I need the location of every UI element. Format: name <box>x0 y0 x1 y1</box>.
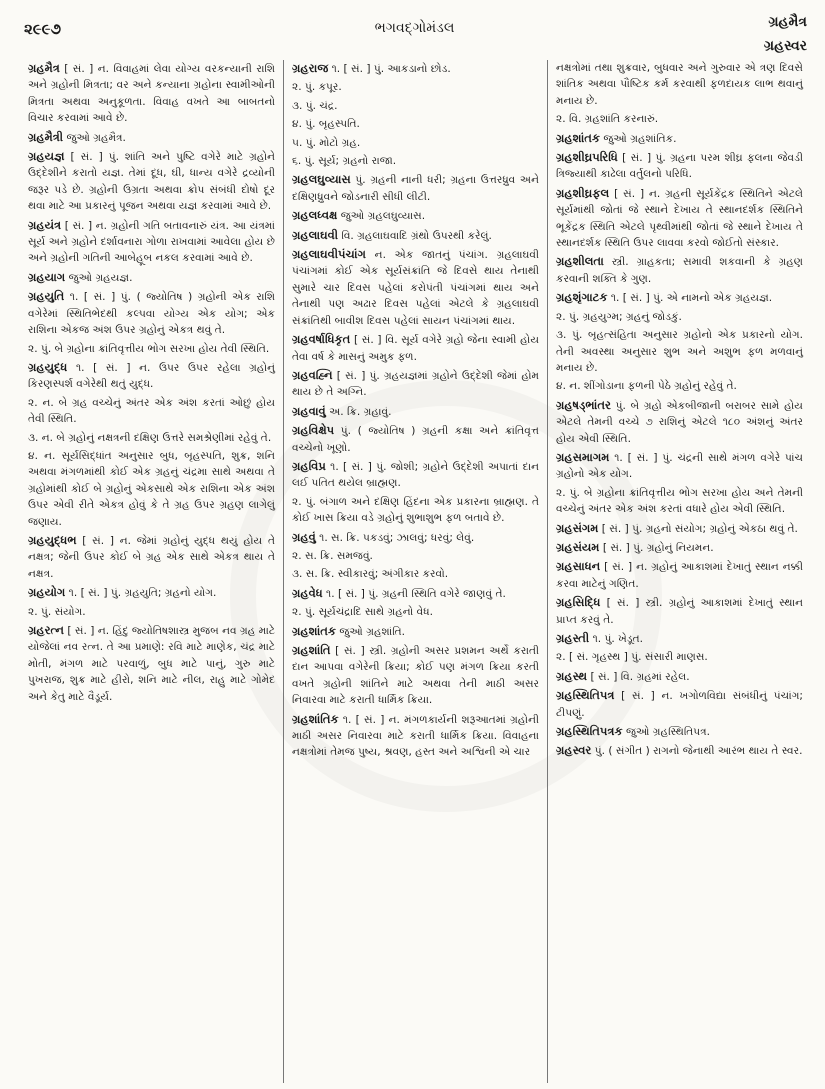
dictionary-entry <box>556 449 803 483</box>
dictionary-entry <box>28 288 275 338</box>
headword: ગ્રહવહ્નિ <box>292 367 333 382</box>
headword: ગ્રહયોગ <box>28 585 66 600</box>
headword: ગ્રહયુદ્ધ <box>28 359 68 374</box>
dictionary-entry <box>28 359 275 393</box>
dictionary-entry <box>292 367 539 401</box>
definition: જુઓ ગ્રહમૈત્ર. <box>66 131 126 144</box>
dictionary-entry <box>556 309 803 325</box>
dictionary-entry <box>28 217 275 267</box>
dictionary-entry <box>292 116 539 132</box>
definition: ૧. સ. ક્રિ. પકડવું; ઝાલવું; ધરવું; લેવું. <box>319 531 475 544</box>
definition: ૨. વિ. ગ્રહશાંતિ કરનારું. <box>556 113 659 126</box>
dictionary-entry <box>292 458 539 492</box>
dictionary-entry <box>28 448 275 530</box>
definition: નક્ષત્રોમાં તથા શુક્રવાર, બુધવાર અને ગુરુવાર એ ત્રણ દિવસે શાંતિક અથવા પૌષ્ટિક કર્મ કરવાથી ફળદાયક લાભ થવાનું મનાય છે. <box>556 62 803 107</box>
definition: [ સં. ] ન. જેમાં ગ્રહોનું યુદ્ધ થયું હોય તે નક્ષત્ર; જેની ઉપર કોઈ બે ગ્રહ એક સાથે એકત્ર થાય તે નક્ષત્ર. <box>28 534 275 580</box>
dictionary-entry <box>556 185 803 252</box>
column-1 <box>20 60 283 1083</box>
headword: ગ્રહવર્ષાધિકૃત <box>292 332 351 347</box>
dictionary-entry <box>292 711 539 761</box>
definition: [ સં. ] વિ. ગ્રહમાં રહેલ. <box>590 670 690 683</box>
definition: અ. ક્રિ. ગ્રહાવું. <box>329 405 392 418</box>
dictionary-entry <box>292 494 539 527</box>
headword: ગ્રહયુતિ <box>28 289 65 304</box>
headword: ગ્રહશાંતક <box>556 130 600 145</box>
definition: ૨. પું. બંગાળ અને દક્ષિણ હિંદના એક પ્રકારના બ્રાહ્મણ. તે કોઈ ખાસ ક્રિયા વડે ગ્રહોનું શુભાશુભ ફળ બતાવે છે. <box>292 495 539 525</box>
definition: [ સં. ] વિ. સૂર્ય વગેરે ગ્રહો જેના સ્વામી હોય તેવા વર્ષ કે માસનું અમુક ફળ. <box>292 334 539 363</box>
definition: [ સં. ] પું. ગ્રહનો સંયોગ; ગ્રહોનું એકઠા થવું તે. <box>601 522 798 535</box>
headword: ગ્રહશાંતિક <box>292 711 339 726</box>
definition: ૨. પું. બે ગ્રહોના ક્રાંતિવૃત્તીય ભોગ સરખા હોય તેવી સ્થિતિ. <box>28 342 270 355</box>
dictionary-entry <box>28 604 275 620</box>
definition: ૧. [ સં. ] પું. આકડાનો છોડ. <box>331 63 451 75</box>
guide-word-last: ગ્રહસ્વર <box>763 38 807 54</box>
dictionary-entry <box>556 649 803 665</box>
dictionary-entry <box>292 529 539 546</box>
dictionary-entry <box>292 642 539 709</box>
headword: ગ્રહશાંતક <box>292 623 336 638</box>
dictionary-entry <box>28 622 275 705</box>
definition: ૨. [ સં. ગૃહસ્થ ] પું. સંસારી માણસ. <box>556 651 708 664</box>
definition: ૪. ન. સૂર્યસિદ્ધાંત અનુસાર બુધ, બૃહસ્પતિ, શુક્ર, શનિ અથવા મંગળમાંથી કોઈ એક ગ્રહનું ચંદ્રમા સાથે અથવા તે ગ્રહોમાંથી કોઈ બે ગ્રહોનું એકસાથે એક રાશિના એક અંશ ઉપર એવી રીતે એકત્ર હોવું કે તે ગ્રહ ઉપર ગ્રહણ લાગેલું જણાય. <box>28 449 275 528</box>
definition: ૧. [ સં. ] પું. ચંદ્રની સાથે મંગળ વગેરે પાંચ ગ્રહોનો એક યોગ. <box>556 451 804 481</box>
definition: પું. ( સંગીત ) રાગનો જેનાથી આરંભ થાય તે સ્વર. <box>594 745 803 758</box>
headword: ગ્રહસિદ્ધિ <box>556 595 601 610</box>
definition: જુઓ ગ્રહશાંતિક. <box>603 132 677 145</box>
dictionary-entry <box>292 566 539 582</box>
dictionary-entry <box>292 207 539 224</box>
dictionary-entry <box>292 153 539 169</box>
dictionary-entry <box>292 135 539 151</box>
definition: ૬. પું. સૂર્ય; ગ્રહનો રાજા. <box>292 155 397 168</box>
dictionary-entry <box>28 532 275 582</box>
dictionary-entry <box>292 227 539 244</box>
definition: ૨. પું. બે ગ્રહોના ક્રાંતિવૃત્તીય ભોગ સરખા હોય અને તેમની વચ્ચેનું અંતર એક અંશ કરતાં વધારે હોય એવી સ્થિતિ. <box>556 486 803 516</box>
dictionary-entry <box>292 548 539 564</box>
dictionary-entry <box>556 253 803 287</box>
definition: [ સં. ] સ્ત્રી. ગ્રહોની અસર પ્રશમન અર્થે કરાતી દાન આપવા વગેરેની ક્રિયા; કોઈ પણ મંગળ ક્રિયા કરતી વખતે ગ્રહોની શાંતિને માટે અથવા તેની માઠી અસર નિવારવા માટે કરાતી ધાર્મિક ક્રિયા. <box>292 645 539 707</box>
dictionary-entry <box>556 594 803 628</box>
definition: વિ. ગ્રહલાઘવાદિ ગ્રંથો ઉપરથી કરેલું. <box>341 229 492 242</box>
headword: ગ્રહશીઘ્રફલ <box>556 185 610 200</box>
definition: [ સં. ] ન. ખગોળવિદ્યા સંબંધીનું પંચાંગ; ટીપણું. <box>556 690 803 719</box>
definition: ૨. ન. બે ગ્રહ વચ્ચેનું અંતર એક અંશ કરતાં ઓછું હોય તેવી સ્થિતિ. <box>28 396 275 426</box>
headword: ગ્રહસ્થ <box>556 668 588 683</box>
definition: ૧. [ સં. ] ન. મંગળકાર્યની શરૂઆતમાં ગ્રહોની માઠી અસર નિવારવા માટે કરાતી ધાર્મિક ક્રિયા. વિવાહના નક્ષત્રોમાં તેમજ પુષ્ય, શ્રવણ, હસ્ત અને અશ્વિની એ ચાર <box>292 713 539 759</box>
headword: ગ્રહયુદ્ધભ <box>28 532 77 547</box>
dictionary-entry <box>292 98 539 114</box>
dictionary-entry <box>28 430 275 446</box>
headword: ગ્રહસંગમ <box>556 520 599 535</box>
headword: ગ્રહલઘુવ્યાસ <box>292 172 351 187</box>
definition: ૩. પું. ચંદ્ર. <box>292 99 338 112</box>
headword: ગ્રહશાંતિ <box>292 643 331 657</box>
definition: ૨. પું. સૂર્યચંદ્રાદિ સાથે ગ્રહનો વેધ. <box>292 606 434 619</box>
dictionary-entry <box>292 171 539 205</box>
headword: ગ્રહસ્થિતિપત્રક <box>556 724 623 739</box>
definition: ૪. ન. શીંગોડાના ફળની પેઠે ગ્રહોનું રહેવું તે. <box>556 380 737 393</box>
dictionary-entry <box>292 60 539 77</box>
definition: જુઓ ગ્રહયજ્ઞ. <box>68 271 133 284</box>
dictionary-entry <box>556 111 803 127</box>
dictionary-entry <box>28 584 275 601</box>
dictionary-entry <box>292 585 539 602</box>
headword: ગ્રહસ્તી <box>556 631 590 645</box>
dictionary-entry <box>292 604 539 620</box>
headword: ગ્રહશીઘ્રપરિધિ <box>556 150 618 165</box>
headword: ગ્રહવું <box>292 529 316 544</box>
dictionary-entry <box>556 289 803 306</box>
dictionary-entry <box>292 331 539 365</box>
headword: ગ્રહલધ્વક્ષ <box>292 208 338 223</box>
dictionary-entry <box>28 129 275 146</box>
definition: [ સં. ] ન. ગ્રહની સૂર્યકેંદ્રક સ્થિતિને એટલે સૂર્યમાંથી જોતાં જે સ્થાને દેખાય તે સ્થાનદર્શક સ્થિતિને ભૂકેંદ્રક સ્થિતિ એટલે પૃથ્વીમાંથી જોતાં જે સ્થાને દેખાય તે સ્થાનદર્શક સ્થિતિ ઉપર લાવવા કરવો જોઈતો સંસ્કાર. <box>556 187 803 250</box>
headword: ગ્રહલાઘવી <box>292 227 339 242</box>
headword: ગ્રહસ્થિતિપત્ર <box>556 688 615 703</box>
definition: જુઓ ગ્રહલઘુવ્યાસ. <box>340 210 426 223</box>
headword: ગ્રહશૃંગાટક <box>556 290 608 305</box>
headword: ગ્રહવેધ <box>292 585 323 600</box>
definition: ૨. પું. સંયોગ. <box>28 605 86 618</box>
definition: ૧. [ સં. ] પું. ગ્રહયુતિ; ગ્રહનો યોગ. <box>68 587 217 600</box>
headword: ગ્રહસ્વર <box>556 743 592 758</box>
dictionary-entry <box>292 623 539 640</box>
headword: ગ્રહરાજ <box>292 61 329 75</box>
dictionary-entry <box>556 520 803 537</box>
headword: ગ્રહમૈત્રી <box>28 129 64 144</box>
dictionary-entry <box>28 341 275 357</box>
dictionary-columns <box>20 60 811 1083</box>
headword: ગ્રહયજ્ઞ <box>28 149 65 164</box>
definition: ૨. સ. ક્રિ. સમજવું. <box>292 549 373 562</box>
dictionary-entry <box>556 149 803 183</box>
definition: ૧. [ સં. ] પું. જોશી; ગ્રહોને ઉદ્દેશી અપાતાં દાન લઈ પતિત થયેલ બ્રાહ્મણ. <box>292 460 539 490</box>
dictionary-entry <box>556 687 803 721</box>
dictionary-entry <box>28 148 275 215</box>
definition: ૧. પું. ખેડૂત. <box>592 633 644 645</box>
dictionary-entry <box>556 539 803 556</box>
definition: [ સં. ] પું. ગ્રહયજ્ઞમાં ગ્રહોને ઉદ્દેશી જેમાં હોમ થાય છે તે અગ્નિ. <box>292 369 539 399</box>
headword: ગ્રહસાધન <box>556 559 601 574</box>
definition: ૧. [ સં. ] પું. ગ્રહની સ્થિતિ વગેરે જાણવું તે. <box>326 587 506 600</box>
definition: સ્ત્રી. ગ્રાહકતા; સમાવી શકવાની કે ગ્રહણ કરવાની શક્તિ કે ગુણ. <box>556 256 804 285</box>
definition: ૨. પું. ગ્રહયુગ્મ; ગ્રહનું જોડકું. <box>556 310 682 323</box>
headword: ગ્રહષડ્ભાંતર <box>556 397 611 412</box>
headword: ગ્રહયંત્ર <box>28 217 62 232</box>
definition: [ સં. ] સ્ત્રી. ગ્રહોનું આકાશમાં દેખાતું સ્થાન પ્રાપ્ત કરવું તે. <box>556 597 803 626</box>
dictionary-entry <box>28 395 275 428</box>
column-3 <box>547 60 811 1083</box>
definition: જુઓ ગ્રહશાંતિ. <box>339 625 406 638</box>
column-2 <box>283 60 547 1083</box>
dictionary-entry <box>292 246 539 329</box>
headword: ગ્રહરત્ન <box>28 623 64 637</box>
dictionary-entry <box>556 130 803 147</box>
page-number: ૨૯૯૭ <box>24 20 61 38</box>
definition: ૫. પું. મોટો ગ્રહ. <box>292 136 361 149</box>
headword: ગ્રહસમાગમ <box>556 449 610 464</box>
definition: જુઓ ગ્રહસ્થિતિપત્ર. <box>625 726 711 739</box>
definition: ૧. [ સં. ] પું. એ નામનો એક ગ્રહયજ્ઞ. <box>610 292 773 305</box>
guide-word-first: ગ્રહમૈત્ર <box>768 14 807 30</box>
definition: પું. ( જ્યોતિષ ) ગ્રહની કક્ષા અને ક્રાંતિવૃત્ત વચ્ચેનો ખૂણો. <box>292 425 540 454</box>
dictionary-entry <box>556 668 803 685</box>
definition: ૩. પું. બૃહત્સંહિતા અનુસાર ગ્રહોનો એક પ્રકારનો યોગ. તેની અવસ્થા અનુસાર શુભ અને અશુભ ફળ મળવાનું મનાય છે. <box>556 329 803 374</box>
headword: ગ્રહશીલતા <box>556 254 604 269</box>
definition: [ સં. ] પું. ગ્રહના પરમ શીઘ્ર ફલના જેવડી ત્રિજ્યાથી કાઢેલા વર્તુલનો પરિધિ. <box>556 152 804 181</box>
dictionary-entry <box>556 60 803 109</box>
dictionary-entry <box>292 422 539 456</box>
definition: [ સં. ] ન. ગ્રહોનું આકાશમાં દેખાતું સ્થાન નક્કી કરવા માટેનું ગણિત. <box>556 561 803 590</box>
dictionary-entry <box>556 327 803 376</box>
dictionary-entry <box>556 723 803 740</box>
headword: ગ્રહવાવું <box>292 403 326 418</box>
dictionary-entry <box>556 630 803 647</box>
dictionary-entry <box>556 397 803 447</box>
definition: ૩. સ. ક્રિ. સ્વીકારવું; અંગીકાર કરવો. <box>292 568 449 581</box>
headword: ગ્રહમૈત્ર <box>28 61 60 75</box>
definition: ૧. [ સં. ] પું. ( જ્યોતિષ ) ગ્રહોની એક રાશિ વગેરેમાં સ્થિતિભેદથી કલ્પવા યોગ્ય એક યોગ; એક રાશિના એકજ અંશ ઉપર ગ્રહોનું એકત્ર થવું તે. <box>28 291 275 337</box>
dictionary-entry <box>556 742 803 759</box>
definition: પું. ગ્રહની નાની ધરી; ગ્રહના ઉત્તરધ્રુવ અને દક્ષિણધ્રુવને જોડનારી સીધી લીટી. <box>292 174 539 203</box>
definition: ૩. ન. બે ગ્રહોનું નક્ષત્રની દક્ષિણ ઉત્તરે સમશ્રેણીમાં રહેવું તે. <box>28 431 272 444</box>
headword: ગ્રહવિક્ષેપ <box>292 423 335 438</box>
headword: ગ્રહસંયમ <box>556 539 600 554</box>
dictionary-entry <box>28 60 275 127</box>
dictionary-entry <box>28 269 275 286</box>
definition: [ સં. ] ન. વિવાહમાં લેવા યોગ્ય વરકન્યાની રાશિ અને ગ્રહોની મિત્રતા; વર અને કન્યાના ગ્રહોના સ્વામીઓની મિત્રતા અથવા અનુકૂળતા. વિવાહ વખતે આ બાબતનો વિચાર કરવામાં આવે છે. <box>28 63 275 125</box>
headword: ગ્રહયાગ <box>28 269 66 284</box>
definition: [ સં. ] પું. ગ્રહોનું નિયમન. <box>602 541 714 554</box>
definition: પું. બે ગ્રહો એકબીજાની બરાબર સામે હોય એટલે તેમની વચ્ચે ૭ રાશિનું એટલે ૧૮૦ અંશનું અંતર હોય એવી સ્થિતિ. <box>556 399 803 445</box>
definition: ૧. [ સં. ] ન. ઉપર ઉપર રહેલા ગ્રહોનું કિરણસ્પર્શ વગેરેથી થતું યુદ્ધ. <box>28 361 275 391</box>
dictionary-entry <box>292 403 539 420</box>
dictionary-entry <box>556 558 803 592</box>
definition: [ સં. ] ન. હિંદુ જ્યોતિષશાસ્ત્ર મુજબ નવ ગ્રહ માટે યોજેલાં નવ રત્ન. તે આ પ્રમાણે: રવિ માટે માણેક, ચંદ્ર માટે મોતી, મંગળ માટે પરવાળું, બુધ માટે પાનું, ગુરુ માટે પુખરાજ, શુક્ર માટે હીરો, શનિ માટે નીલ, રાહુ માટે ગોમેદ અને કેતુ માટે વૈડૂર્ય. <box>28 625 275 703</box>
dictionary-entry <box>556 378 803 394</box>
definition: ૪. પું. બૃહસ્પતિ. <box>292 118 360 131</box>
page-header <box>18 6 811 58</box>
definition: ન. એક જાતનું પંચાંગ. ગ્રહલાઘવી પંચાંગમાં કોઈ એક સૂર્યસંક્રાંતિ જે દિવસે થાય તેનાથી સુમારે ચાર દિવસ પહેલાં કરોપંતી પંચાંગમાં થાય અને તેનાથી પણ અઢાર દિવસ પહેલાં એટલે કે ગ્રહલાઘવી સંક્રાંતિથી બાવીશ દિવસ પહેલાં સાયન પંચાંગમાં થાય. <box>292 249 540 327</box>
dictionary-entry <box>292 79 539 95</box>
headword: ગ્રહવિપ્ર <box>292 458 326 473</box>
definition: [ સં. ] ન. ગ્રહોની ગતિ બતાવનારું યંત્ર. આ યંત્રમાં સૂર્ય અને ગ્રહોને દર્શાવનારા ગોળા રાખવામાં આવેલા હોય છે અને ગ્રહોની ગતિની આબેહૂબ નકલ કરવામાં આવે છે. <box>28 219 275 265</box>
dictionary-entry <box>556 485 803 518</box>
running-title: ભગવદ્ગોમંડલ <box>374 20 455 36</box>
definition: ૨. પું. કપૂર. <box>292 81 342 94</box>
headword: ગ્રહલાઘવીપંચાંગ <box>292 247 366 262</box>
definition: [ સં. ] પું. શાંતિ અને પુષ્ટિ વગેરે માટે ગ્રહોને ઉદ્દેશીને કરાતો યજ્ઞ. તેમાં દૂધ, ઘી, ધાન્ય વગેરે દ્રવ્યોની જરૂર પડે છે. ગ્રહોની ઉગ્રતા અથવા ક્રોપ સંબંધી દોષો દૂર થવા માટે આ પ્રકારનું પૂજન અથવા યજ્ઞ કરવામાં આવે છે. <box>28 151 275 213</box>
